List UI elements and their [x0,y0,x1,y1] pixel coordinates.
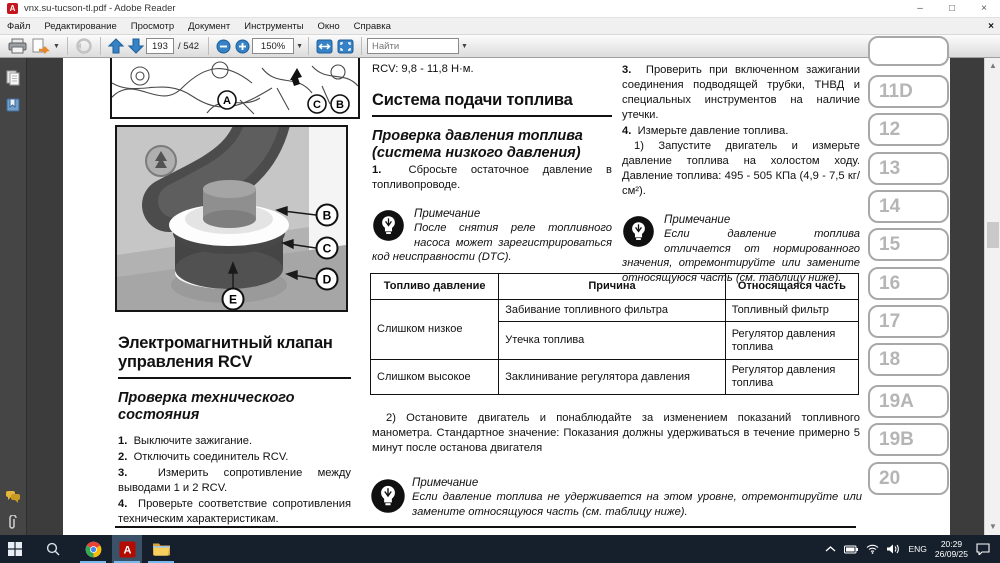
left-column [118,334,351,527]
comments-panel-icon[interactable] [5,488,21,504]
clock[interactable] [935,539,968,559]
note-bulb-icon [372,209,405,242]
previous-view-button-disabled[interactable] [75,38,93,54]
arrow-down-icon [128,38,144,54]
step-item: 4. Проверьте соответствие сопротивления техническим характеристикам. [118,498,351,525]
pages-panel-icon[interactable] [5,70,21,86]
callout-e-label: E [228,292,238,307]
windows-logo-icon [8,542,22,556]
fullscreen-icon [337,39,354,54]
note-title: Примечание [414,208,481,220]
taskbar-search-button[interactable] [38,535,68,563]
section-heading-rcv: Электромагнитный клапан управления RCV [118,334,351,379]
scroll-down-icon[interactable]: ▼ [989,522,997,531]
zoom-dropdown-arrow[interactable]: ▼ [296,42,304,50]
chapter-tab-20: 20 [868,462,949,495]
middle-column [372,62,612,265]
chapter-tab-12: 12 [868,113,949,146]
note-title: Примечание [412,477,479,489]
start-button[interactable] [0,535,30,563]
fit-width-button[interactable] [316,39,333,54]
action-center-icon[interactable] [976,543,990,555]
step-item: 4. Измерьте давление топлива. [622,125,789,137]
chapter-tab-16: 16 [868,267,949,300]
menubar-close-icon[interactable]: × [988,20,994,32]
note-text: Если давление топлива отличается от нормированного значения, отремонтируйте или замените относящуюся часть (см. таблицу ниже). [622,228,860,284]
note-block [370,476,862,519]
subsection-heading-inspection: Проверка технического состояния [118,390,295,423]
maximize-button[interactable]: □ [948,2,956,14]
step-item: 3. Проверить при включенном зажигании соединения подводящей трубки, ТНВД и специальных инструментов на наличие утечки. [622,64,860,121]
document-viewer [0,58,1000,535]
callout-c-label: C [313,99,321,111]
substep2-paragraph: 2) Остановите двигатель и понаблюдайте за изменением показаний топливного манометра. Стандартное значение: Показания должны удерживаться в течение примерно 5 минут после останова двигателя [372,412,860,454]
print-button[interactable] [8,38,27,54]
menu-edit[interactable]: Редактирование [44,20,117,32]
step-item: 1. Выключите зажигание. [118,435,253,447]
windows-taskbar [0,535,1000,563]
table-row: Слишком низкое Забивание топливного фильтра Топливный фильтр [371,300,859,322]
chapter-tab-15: 15 [868,228,949,261]
fullscreen-button[interactable] [337,39,354,54]
menu-document[interactable]: Документ [188,20,231,32]
callout-b-label: B [322,208,332,223]
chapter-tab-13: 13 [868,152,949,185]
menu-tools[interactable]: Инструменты [244,20,304,32]
svg-text:A: A [123,544,131,556]
step-item: 2. Отключить соединитель RCV. [118,451,289,463]
brand-watermark-icon [146,146,176,176]
zoom-level-select[interactable] [252,38,294,54]
close-button[interactable]: × [981,2,987,14]
chapter-tab-19b: 19B [868,423,949,456]
taskbar-chrome-button[interactable] [78,535,108,563]
note-block [372,207,612,265]
note-text: После снятия реле топливного насоса может зарегистрироваться код неисправности (DTC). [372,222,612,263]
section-heading-fuel-supply: Система подачи топлива [372,91,612,117]
chapter-tab-19a: 19A [868,385,949,418]
page-number-input[interactable] [146,38,174,54]
zoom-level-value: 150% [260,40,286,52]
attachments-panel-icon[interactable] [5,515,21,531]
table-header-row: Топливо давление Причина Относящаяся часть [371,274,859,300]
subsection-heading-pressure-check: Проверка давления топлива (система низкого давления) [372,128,583,161]
table-row: Слишком высокое Заклинивание регулятора давления Регулятор давления топлива [371,360,859,395]
step-item: 1. Сбросьте остаточное давление в топливопроводе. [372,164,612,191]
menu-view[interactable]: Просмотр [130,20,175,32]
fit-width-icon [316,39,333,54]
system-tray [825,539,1000,559]
callout-c-label: C [322,241,332,256]
chapter-tab-partial [868,36,949,66]
step-item: 3. Измерить сопротивление между выводами 1 и 2 RCV. [118,467,351,494]
file-explorer-icon [153,542,170,556]
callout-b-label: B [336,99,344,111]
component-3d-figure [115,125,348,312]
chapter-tab-18: 18 [868,343,949,376]
language-indicator[interactable]: ENG [908,544,927,554]
torque-spec-line: RCV: 9,8 - 11,8 Н·м. [372,63,474,75]
zoom-in-button[interactable] [235,39,250,54]
fuel-pressure-table [370,273,859,395]
taskbar-adobe-reader-button[interactable] [112,535,142,563]
zoom-out-button[interactable] [216,39,231,54]
scrollbar-thumb[interactable] [987,222,999,248]
share-button[interactable] [31,38,60,54]
toolbar [0,35,1000,58]
chapter-tab-11d: 11D [868,75,949,108]
share-icon [31,38,51,54]
volume-icon[interactable] [887,544,900,554]
page-footer-rule [115,526,856,528]
window-title: vnx.su-tucson-tl.pdf - Adobe Reader [24,3,176,14]
scroll-up-icon[interactable]: ▲ [989,61,997,70]
navigation-sidebar [0,58,27,535]
menu-window[interactable]: Окно [317,20,340,32]
search-icon [46,542,60,556]
clock-date: 26/09/25 [934,549,968,559]
bookmarks-panel-icon[interactable] [5,97,21,113]
note-text: Если давление топлива не удерживается на этом уровне, отремонтируйте или замените относящуюся часть (см. таблицу ниже). [412,491,862,518]
note-bulb-icon [622,215,655,248]
find-input[interactable] [367,38,459,54]
note-bulb-icon [370,478,403,511]
table-row: Утечка топлива Регулятор давления топлива [371,322,859,360]
menubar [0,18,1000,35]
adobe-reader-icon [119,541,136,558]
previous-view-icon [75,38,93,54]
zoom-out-icon [216,39,231,54]
zoom-in-icon [235,39,250,54]
clock-time: 20:29 [940,539,963,549]
chapter-tab-17: 17 [868,305,949,338]
share-dropdown-arrow[interactable]: ▼ [53,42,60,50]
tray-expand-icon[interactable] [825,545,836,553]
printer-icon [8,38,27,54]
substep-text: 1) Запустите двигатель и измерьте давление топлива на холостом ходу. Давление топлива: 495 - 505 КПа (4,9 - 7,5 кг/см²). [622,140,860,197]
menu-help[interactable]: Справка [353,20,391,32]
chapter-tab-14: 14 [868,190,949,223]
pdf-page [63,58,950,535]
find-dropdown-arrow[interactable]: ▼ [461,42,468,50]
chrome-icon [85,541,102,558]
vertical-scrollbar[interactable] [984,58,1000,535]
previous-page-button[interactable] [108,38,124,54]
menu-file[interactable]: Файл [7,20,31,32]
next-page-button[interactable] [128,38,144,54]
page-total-label: / 542 [177,40,200,52]
right-column [622,62,860,285]
arrow-up-icon [108,38,124,54]
battery-icon[interactable] [844,545,858,554]
callout-a-label: A [223,95,231,107]
adobe-pdf-icon: A [7,3,18,14]
taskbar-explorer-button[interactable] [146,535,176,563]
minimize-button[interactable]: – [917,2,923,14]
engine-diagram-figure [110,58,360,119]
wifi-icon[interactable] [866,544,879,554]
titlebar [0,0,1000,18]
note-title: Примечание [664,214,731,226]
callout-d-label: D [322,272,332,287]
